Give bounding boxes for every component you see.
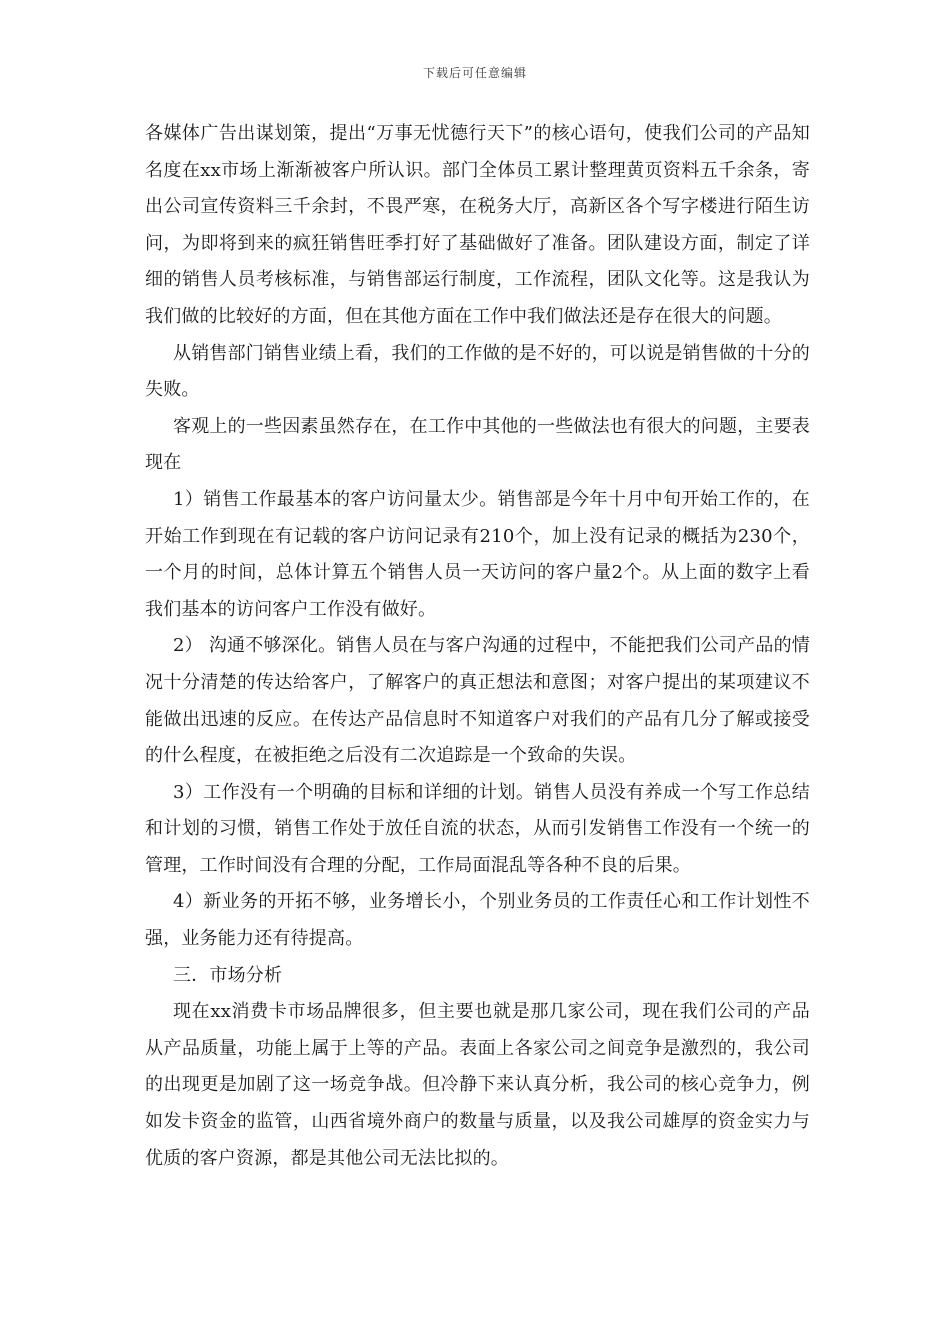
paragraph-problem-2: 2） 沟通不够深化。销售人员在与客户沟通的过程中，不能把我们公司产品的情况十分清楚的传达给客户，了解客户的真正想法和意图；对客户提出的某项建议不能做出迅速的反应。在传达产品信息时不知道客户对我们的产品有几分了解或接受的什么程度，在被拒绝之后没有二次追踪是一个致命的失误。	[145, 635, 810, 767]
paragraph-problems-intro: 客观上的一些因素虽然存在，在工作中其他的一些做法也有很大的问题，主要表现在	[145, 415, 810, 474]
paragraph-problem-3: 3）工作没有一个明确的目标和详细的计划。销售人员没有养成一个写工作总结和计划的习惯，销售工作处于放任自流的状态，从而引发销售工作没有一个统一的管理，工作时间没有合理的分配，工作局面混乱等各种不良的后果。	[145, 781, 810, 876]
paragraph-summary: 各媒体广告出谋划策，提出“万事无忧德行天下”的核心语句，使我们公司的产品知名度在xx市场上渐渐被客户所认识。部门全体员工累计整理黄页资料五千余条，寄出公司宣传资料三千余封，不畏严寒，在税务大厅，高新区各个写字楼进行陌生访问，为即将到来的疯狂销售旺季打好了基础做好了准备。团队建设方面，制定了详细的销售人员考核标准，与销售部运行制度，工作流程，团队文化等。这是我认为我们做的比较好的方面，但在其他方面在工作中我们做法还是存在很大的问题。	[145, 123, 810, 327]
paragraph-problem-1: 1）销售工作最基本的客户访问量太少。销售部是今年十月中旬开始工作的，在开始工作到现在有记载的客户访问记录有210个，加上没有记录的概括为230个，一个月的时间，总体计算五个销售人员一天访问的客户量2个。从上面的数字上看我们基本的访问客户工作没有做好。	[145, 488, 810, 620]
page-header-note: 下载后可任意编辑	[422, 66, 527, 80]
section-heading-market-analysis: 三．市场分析	[173, 964, 283, 986]
paragraph-sales-performance: 从销售部门销售业绩上看，我们的工作做的是不好的，可以说是销售做的十分的失败。	[145, 342, 810, 401]
document-body	[145, 116, 810, 1177]
paragraph-problem-4: 4）新业务的开拓不够，业务增长小，个别业务员的工作责任心和工作计划性不强，业务能力还有待提高。	[145, 891, 810, 950]
paragraph-market-analysis: 现在xx消费卡市场品牌很多，但主要也就是那几家公司，现在我们公司的产品从产品质量，功能上属于上等的产品。表面上各家公司之间竞争是激烈的，我公司的出现更是加剧了这一场竞争战。但冷静下来认真分析，我公司的核心竞争力，例如发卡资金的监管，山西省境外商户的数量与质量，以及我公司雄厚的资金实力与优质的客户资源，都是其他公司无法比拟的。	[145, 1001, 810, 1169]
